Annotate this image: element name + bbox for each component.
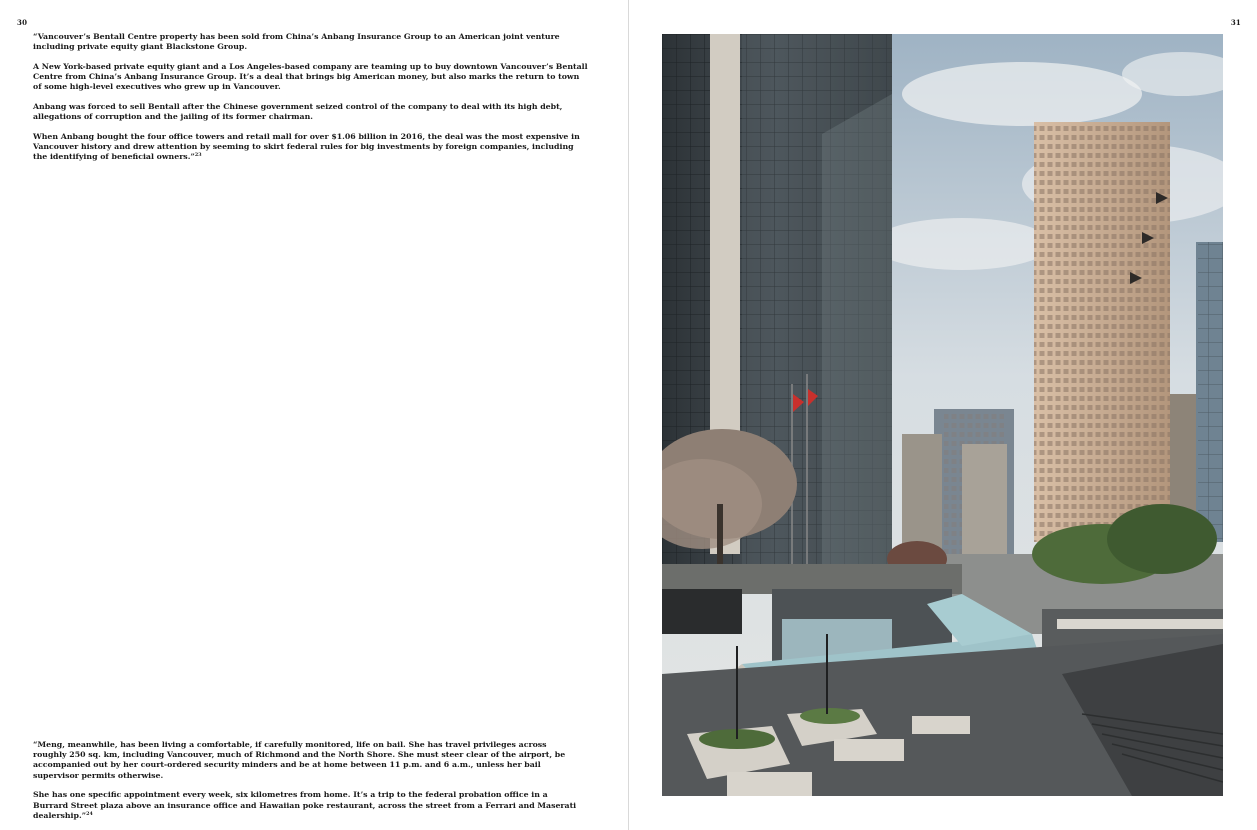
footnote-marker: 23 bbox=[194, 152, 202, 159]
paragraph: A New York-based private equity giant and a Los Angeles-based company are teaming up to buy downtown Vancouver’s Bentall Centre from China’s Anbang Insurance Group. It’s a deal that brings big American money, but also marks the return to town of some high-level executives who grew up in Vancouver. bbox=[33, 61, 588, 92]
paragraph-text: She has one specific appointment every week, six kilometres from home. It’s a trip to the federal probation office in a Burrard Street plaza above an insurance office and Hawaiian poke restaurant, across the street from a Ferrari and Maserati dealership.” bbox=[33, 790, 577, 820]
quote-block-bottom bbox=[33, 740, 581, 830]
paragraph bbox=[33, 132, 589, 163]
footnote-marker: 24 bbox=[86, 810, 93, 817]
photo-illustration bbox=[662, 34, 1223, 796]
left-page bbox=[0, 0, 628, 830]
bentall-plaza-photograph bbox=[662, 34, 1223, 796]
page-number-left: 30 bbox=[17, 18, 28, 27]
quote-block-top bbox=[33, 32, 589, 172]
paragraph: “Meng, meanwhile, has been living a comfortable, if carefully monitored, life on bail. She has travel privileges across roughly 250 sq. km, including Vancouver, much of Richmond and the North Shore. She must steer clear of the airport, be accompanied out by her court-ordered security minders and be at home between 11 p.m. and 6 a.m., unless her bail supervisor permits otherwise. bbox=[33, 740, 566, 780]
right-page bbox=[629, 0, 1257, 830]
paragraph: Anbang was forced to sell Bentall after the Chinese government seized control of the company to deal with its high debt, allegations of corruption and the jailing of its former chairman. bbox=[33, 102, 563, 122]
page-number-right: 31 bbox=[1230, 18, 1241, 27]
paragraph bbox=[33, 790, 581, 821]
paragraph: “Vancouver’s Bentall Centre property has been sold from China’s Anbang Insurance Group to an American joint venture including private equity giant Blackstone Group. bbox=[33, 32, 560, 52]
paragraph-text: When Anbang bought the four office towers and retail mall for over $1.06 billion in 2016, the deal was the most expensive in Vancouver history and drew attention by seeming to skirt federal rules for big investments by foreign companies, including the identifying of beneficial owners.” bbox=[33, 131, 580, 162]
